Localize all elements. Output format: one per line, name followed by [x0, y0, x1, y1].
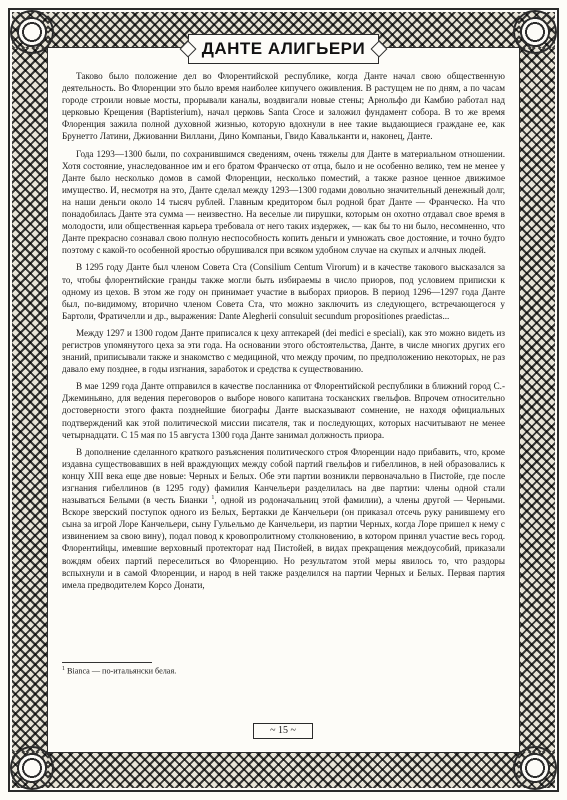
- body-text: [62, 70, 505, 596]
- paragraph: [62, 446, 505, 591]
- footnote-number: 1: [62, 666, 65, 672]
- paragraph: В мае 1299 года Данте отправился в качестве посланника от Флорентийской республики в ближний город С.-Джеминьяно, для ведения переговоров о выборе нового капитана тосканских гвельфов. Впрочем относительно достоверности этого факта позднейшие биографы Данте высказывают сомнение, не находя официальных подтверждений как этой политической миссии писателя, так и последующих, которых насчитывают не менее четырнадцати. С 15 мая по 15 августа 1300 года Данте занимал должность приора.: [62, 381, 505, 440]
- paragraph: Годa 1293—1300 были, по сохранившимся сведениям, очень тяжелы для Данте в материальном отношении. Хотя состояние, унаследованное им и его братом Франческо от отца, было и не особенно велико, тем не менее у Данте было несколько домов в самой Флоренции, несколько поместий, а также разное ценное движимое имущество. И, несмотря на это, Данте сделал между 1293—1300 годами довольно значительный денежный долг, на наши деньги около 14 тысяч рублей. Главным кредитором был родной брат Данте — Франческо. На что понадобилась Данте эта сумма — неизвестно. На веселые ли пирушки, которым он охотно отдавал свое время в молодости, или общественная карьера требовала от него таких издержек, — как бы то ни было, несомненно, что Данте прекрасно сознавал свою полную неспособность копить деньги и умножать свое достояние, и точно будто поэтому с какой-то особенной яростью обрушивался при всяком удобном случае на скупых и алчных людей.: [62, 148, 505, 256]
- footnote-marker[interactable]: 1: [211, 495, 215, 502]
- corner-ornament-icon: [513, 746, 557, 790]
- footnote: [62, 666, 176, 676]
- paragraph: В 1295 году Данте был членом Совета Ста (Consilium Centum Virorum) и в качестве такового высказался за то, чтобы флорентийские гранды также могли быть избираемы в число приоров, под условием приписки к одному из цехов. В этом же году он принимает участие в выборах приоров. В период 1296—1297 года Данте был, по-видимому, вторично членом Совета Ста, что можно заключить из следующего, встречающегося у Бартоли, Фратичелли и др., выражения: Dante Alegherii consuluit secundum propositiones praedictas...: [62, 262, 505, 321]
- page-title: ДАНТЕ АЛИГЬЕРИ: [201, 39, 366, 58]
- paragraph: Между 1297 и 1300 годом Данте приписался к цеху аптекарей (dei medici e speciali), как это можно видеть из регистров упомянутого цеха за эти года. На основании этого обстоятельства, Данте, в числе многих других его знаний, приписывали также и знакомство с медициной, что между прочим, по предположению некоторых, не раз давало ему позднее, в годы изгнания, заработок и средства к существованию.: [62, 327, 505, 375]
- paragraph-text: , одной из родоначальниц этой фамилии), а члены другой — Черными. Вскоре зверский поступок одного из Белых, Бертакки де Канчельери (он приказал отсечь руку ранившему его сына за игрой Лоре Канчельери, сыну Гульельмо де Канчельери, из партии Черных, когда Лоре пришел к нему с извинением за свою вину), подал повод к кровопролитному столкновению, в котором принял участие весь город. Флорентийцы, имевшие верховный протекторат над Пистойей, в видах прекращения междоусобий, приказали вождям обеих партий переселиться во Флоренцию. Но результатом этой меры явилось то, что раздоры вспыхнули и в самой Флоренции, и народ в ней также разделился на партии Черных и Белых. Первая партия имела предводителем Корсо Донати,: [62, 495, 505, 590]
- footnote-text: Bianca — по-итальянски белая.: [67, 666, 177, 676]
- corner-ornament-icon: [10, 746, 54, 790]
- page-number: ~ 15 ~: [253, 723, 313, 739]
- running-header: [188, 34, 379, 64]
- paragraph: Таково было положение дел во Флорентийской республике, когда Данте начал свою общественную деятельность. Во Флоренции это было время наиболее кипучего оживления. В растущем не по дням, а по часам городе строили новые мосты, прорывали каналы, воздвигали новые стены; Арнольфо ди Камбио работал над церковью Крещения (Baptisterium), начал церковь Santa Croce и заложил фундамент собора. В то же время Флоренция зажила полной духовной жизнью, которую вдохнули в нее такие выдающиеся граждане ее, как Брунетто Латини, Джиованни Виллани, Дино Компаньи, Гвидо Кавальканти и, наконец, Данте.: [62, 71, 505, 142]
- footnote-divider: [62, 662, 152, 663]
- corner-ornament-icon: [513, 10, 557, 54]
- corner-ornament-icon: [10, 10, 54, 54]
- paragraph-text: В дополнение сделанного краткого разъяснения политического строя Флоренции надо прибавить, что, кроме издавна существовавших в ней враждующих между собой партий гвельфов и гибеллинов, в ней образовались к концу XIII века еще две новые: Черных и Белых. Обе эти партии возникли первоначально в Пистойе, где после изгнания гибеллинов (в 1295 году) фамилия Канчельери разделилась на две партии: члены одной стали называться Белыми (в честь Бианки: [62, 446, 505, 506]
